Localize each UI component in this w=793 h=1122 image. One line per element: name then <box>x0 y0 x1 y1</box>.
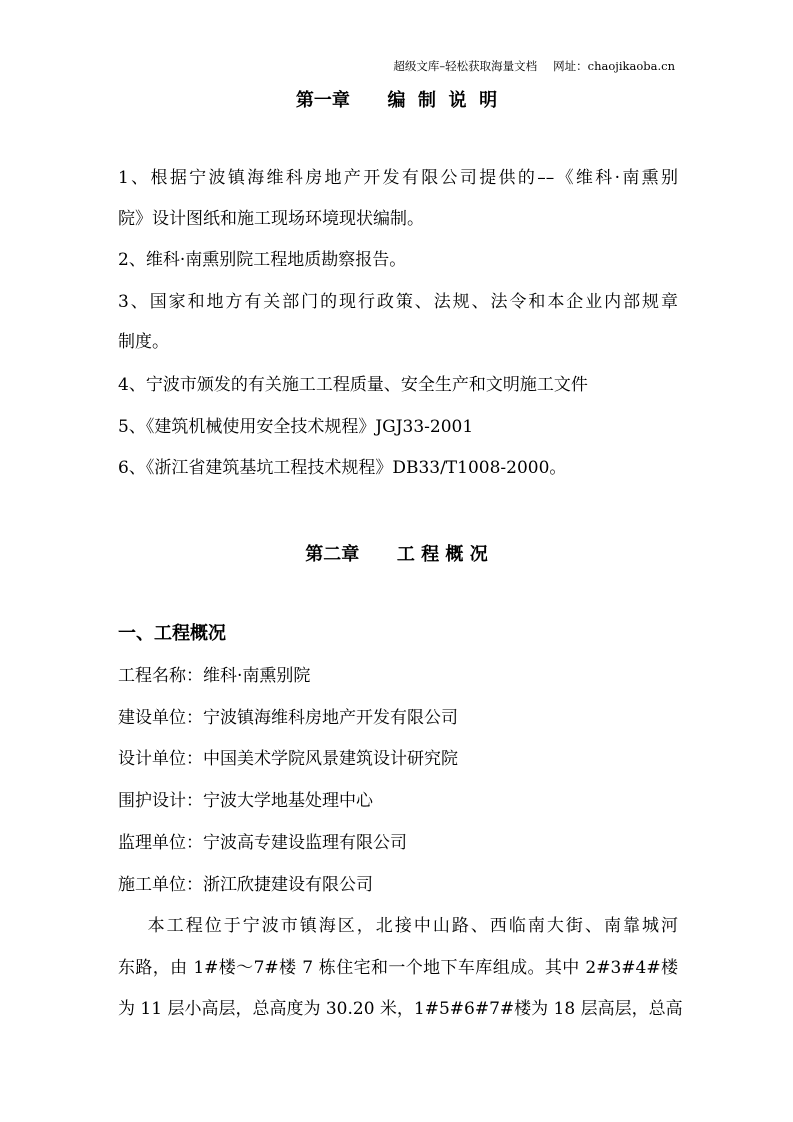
chapter1-title: 第一章 编 制 说 明 <box>295 90 498 111</box>
chapter2-title: 第二章 工 程 概 况 <box>305 544 488 565</box>
ch1-line: 1、根据宁波镇海维科房地产开发有限公司提供的––《维科·南熏别 <box>118 168 678 188</box>
ch1-line: 5、《建筑机械使用安全技术规程》JGJ33-2001 <box>118 417 474 437</box>
ch1-line: 制度。 <box>118 332 169 352</box>
header-site: 超级文库–轻松获取海量文档 <box>393 59 538 73</box>
project-info-line: 围护设计：宁波大学地基处理中心 <box>118 791 373 811</box>
paragraph-line: 本工程位于宁波市镇海区，北接中山路、西临南大街、南靠城河 <box>118 916 678 936</box>
project-info-line: 工程名称：维科·南熏别院 <box>118 666 311 686</box>
ch1-line: 院》设计图纸和施工现场环境现状编制。 <box>118 209 424 229</box>
project-info-line: 设计单位：中国美术学院风景建筑设计研究院 <box>118 749 458 769</box>
ch1-line: 3、国家和地方有关部门的现行政策、法规、法令和本企业内部规章 <box>118 292 678 312</box>
ch1-line: 4、宁波市颁发的有关施工工程质量、安全生产和文明施工文件 <box>118 375 588 395</box>
project-info-line: 建设单位：宁波镇海维科房地产开发有限公司 <box>118 708 458 728</box>
page-header <box>393 58 675 74</box>
project-info-line: 施工单位：浙江欣捷建设有限公司 <box>118 875 373 895</box>
ch1-line: 2、维科·南熏别院工程地质勘察报告。 <box>118 250 407 270</box>
section-heading: 一、工程概况 <box>118 623 226 644</box>
ch1-line: 6、《浙江省建筑基坑工程技术规程》DB33/T1008-2000。 <box>118 458 567 478</box>
header-url: 网址：chaojikaoba.cn <box>553 59 675 73</box>
paragraph-line: 东路，由 1#楼～7#楼 7 栋住宅和一个地下车库组成。其中 2#3#4#楼 <box>118 958 678 978</box>
project-info-line: 监理单位：宁波高专建设监理有限公司 <box>118 833 407 853</box>
paragraph-line: 为 11 层小高层，总高度为 30.20 米，1#5#6#7#楼为 18 层高层，总高 <box>118 999 683 1019</box>
